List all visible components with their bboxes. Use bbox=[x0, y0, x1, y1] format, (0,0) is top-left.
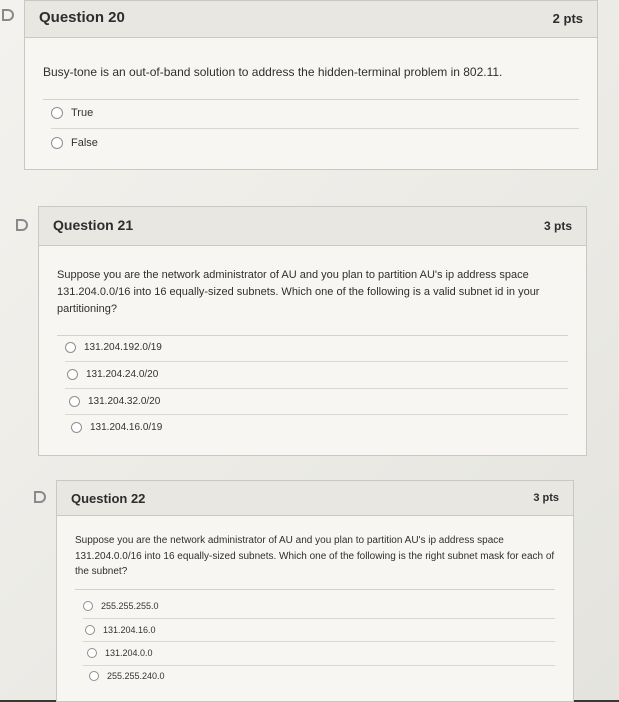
question-21-option-2[interactable] bbox=[67, 369, 158, 380]
question-20-option-false[interactable] bbox=[51, 137, 98, 149]
radio-circle-icon[interactable] bbox=[65, 342, 76, 353]
option-label: 255.255.255.0 bbox=[101, 601, 159, 611]
option-label: 131.204.32.0/20 bbox=[88, 396, 161, 407]
option-separator bbox=[83, 641, 555, 642]
question-20-text: Busy-tone is an out-of-band solution to address the hidden-terminal problem in 802.11. bbox=[43, 65, 503, 79]
question-21-points: 3 pts bbox=[543, 219, 572, 233]
radio-circle-icon[interactable] bbox=[69, 396, 80, 407]
radio-circle-icon[interactable] bbox=[51, 107, 63, 119]
question-20-option-true[interactable] bbox=[51, 107, 93, 119]
question-21-title: Question 21 bbox=[53, 217, 134, 233]
option-label: 255.255.240.0 bbox=[107, 671, 165, 681]
option-label: 131.204.0.0 bbox=[105, 648, 153, 658]
option-label: 131.204.16.0/19 bbox=[90, 422, 163, 433]
question-22-option-1[interactable] bbox=[83, 601, 159, 611]
question-22-divider bbox=[75, 589, 555, 590]
option-separator bbox=[65, 388, 568, 389]
question-22-option-2[interactable] bbox=[85, 625, 156, 635]
question-21-divider bbox=[57, 335, 568, 336]
option-separator bbox=[65, 414, 568, 415]
question-21-option-1[interactable] bbox=[65, 342, 162, 353]
question-20-title: Question 20 bbox=[39, 9, 125, 26]
question-21-card bbox=[38, 206, 587, 456]
question-22-card bbox=[56, 480, 574, 702]
question-22-option-3[interactable] bbox=[87, 648, 153, 658]
question-22-option-4[interactable] bbox=[89, 671, 165, 681]
radio-circle-icon[interactable] bbox=[71, 422, 82, 433]
flag-question-20-icon[interactable] bbox=[2, 9, 14, 21]
question-22-points: 3 pts bbox=[533, 492, 559, 504]
question-20-points: 2 pts bbox=[552, 11, 583, 26]
radio-circle-icon[interactable] bbox=[83, 601, 93, 611]
radio-circle-icon[interactable] bbox=[67, 369, 78, 380]
option-separator bbox=[51, 128, 579, 129]
option-separator bbox=[65, 361, 568, 362]
question-22-text: Suppose you are the network administrator of AU and you plan to partition AU's ip address space 131.204.0.0/16 into 16 equally-sized subnets. Which one of the following is the right subnet mask for each of the subnet? bbox=[75, 535, 555, 577]
option-separator bbox=[83, 618, 555, 619]
question-21-text: Suppose you are the network administrator of AU and you plan to partition AU's ip address space 131.204.0.0/16 into 16 equally-sized subnets. Which one of the following is a valid subnet id in your partitioning? bbox=[57, 269, 540, 316]
question-21-header bbox=[39, 207, 586, 246]
question-20-header bbox=[25, 1, 597, 38]
option-separator bbox=[83, 665, 555, 666]
question-20-card bbox=[24, 0, 598, 170]
option-label: 131.204.24.0/20 bbox=[86, 369, 159, 380]
radio-circle-icon[interactable] bbox=[85, 625, 95, 635]
option-label: 131.204.16.0 bbox=[103, 625, 156, 635]
question-21-option-4[interactable] bbox=[71, 422, 162, 433]
option-label: True bbox=[71, 107, 94, 119]
question-22-title: Question 22 bbox=[71, 491, 146, 506]
radio-circle-icon[interactable] bbox=[89, 671, 99, 681]
flag-question-21-icon[interactable] bbox=[16, 219, 28, 231]
option-label: 131.204.192.0/19 bbox=[84, 342, 162, 353]
question-21-option-3[interactable] bbox=[69, 396, 160, 407]
question-20-divider bbox=[43, 99, 579, 100]
option-label: False bbox=[71, 137, 98, 149]
radio-circle-icon[interactable] bbox=[51, 137, 63, 149]
flag-question-22-icon[interactable] bbox=[34, 491, 46, 503]
radio-circle-icon[interactable] bbox=[87, 648, 97, 658]
question-22-header bbox=[57, 481, 573, 516]
